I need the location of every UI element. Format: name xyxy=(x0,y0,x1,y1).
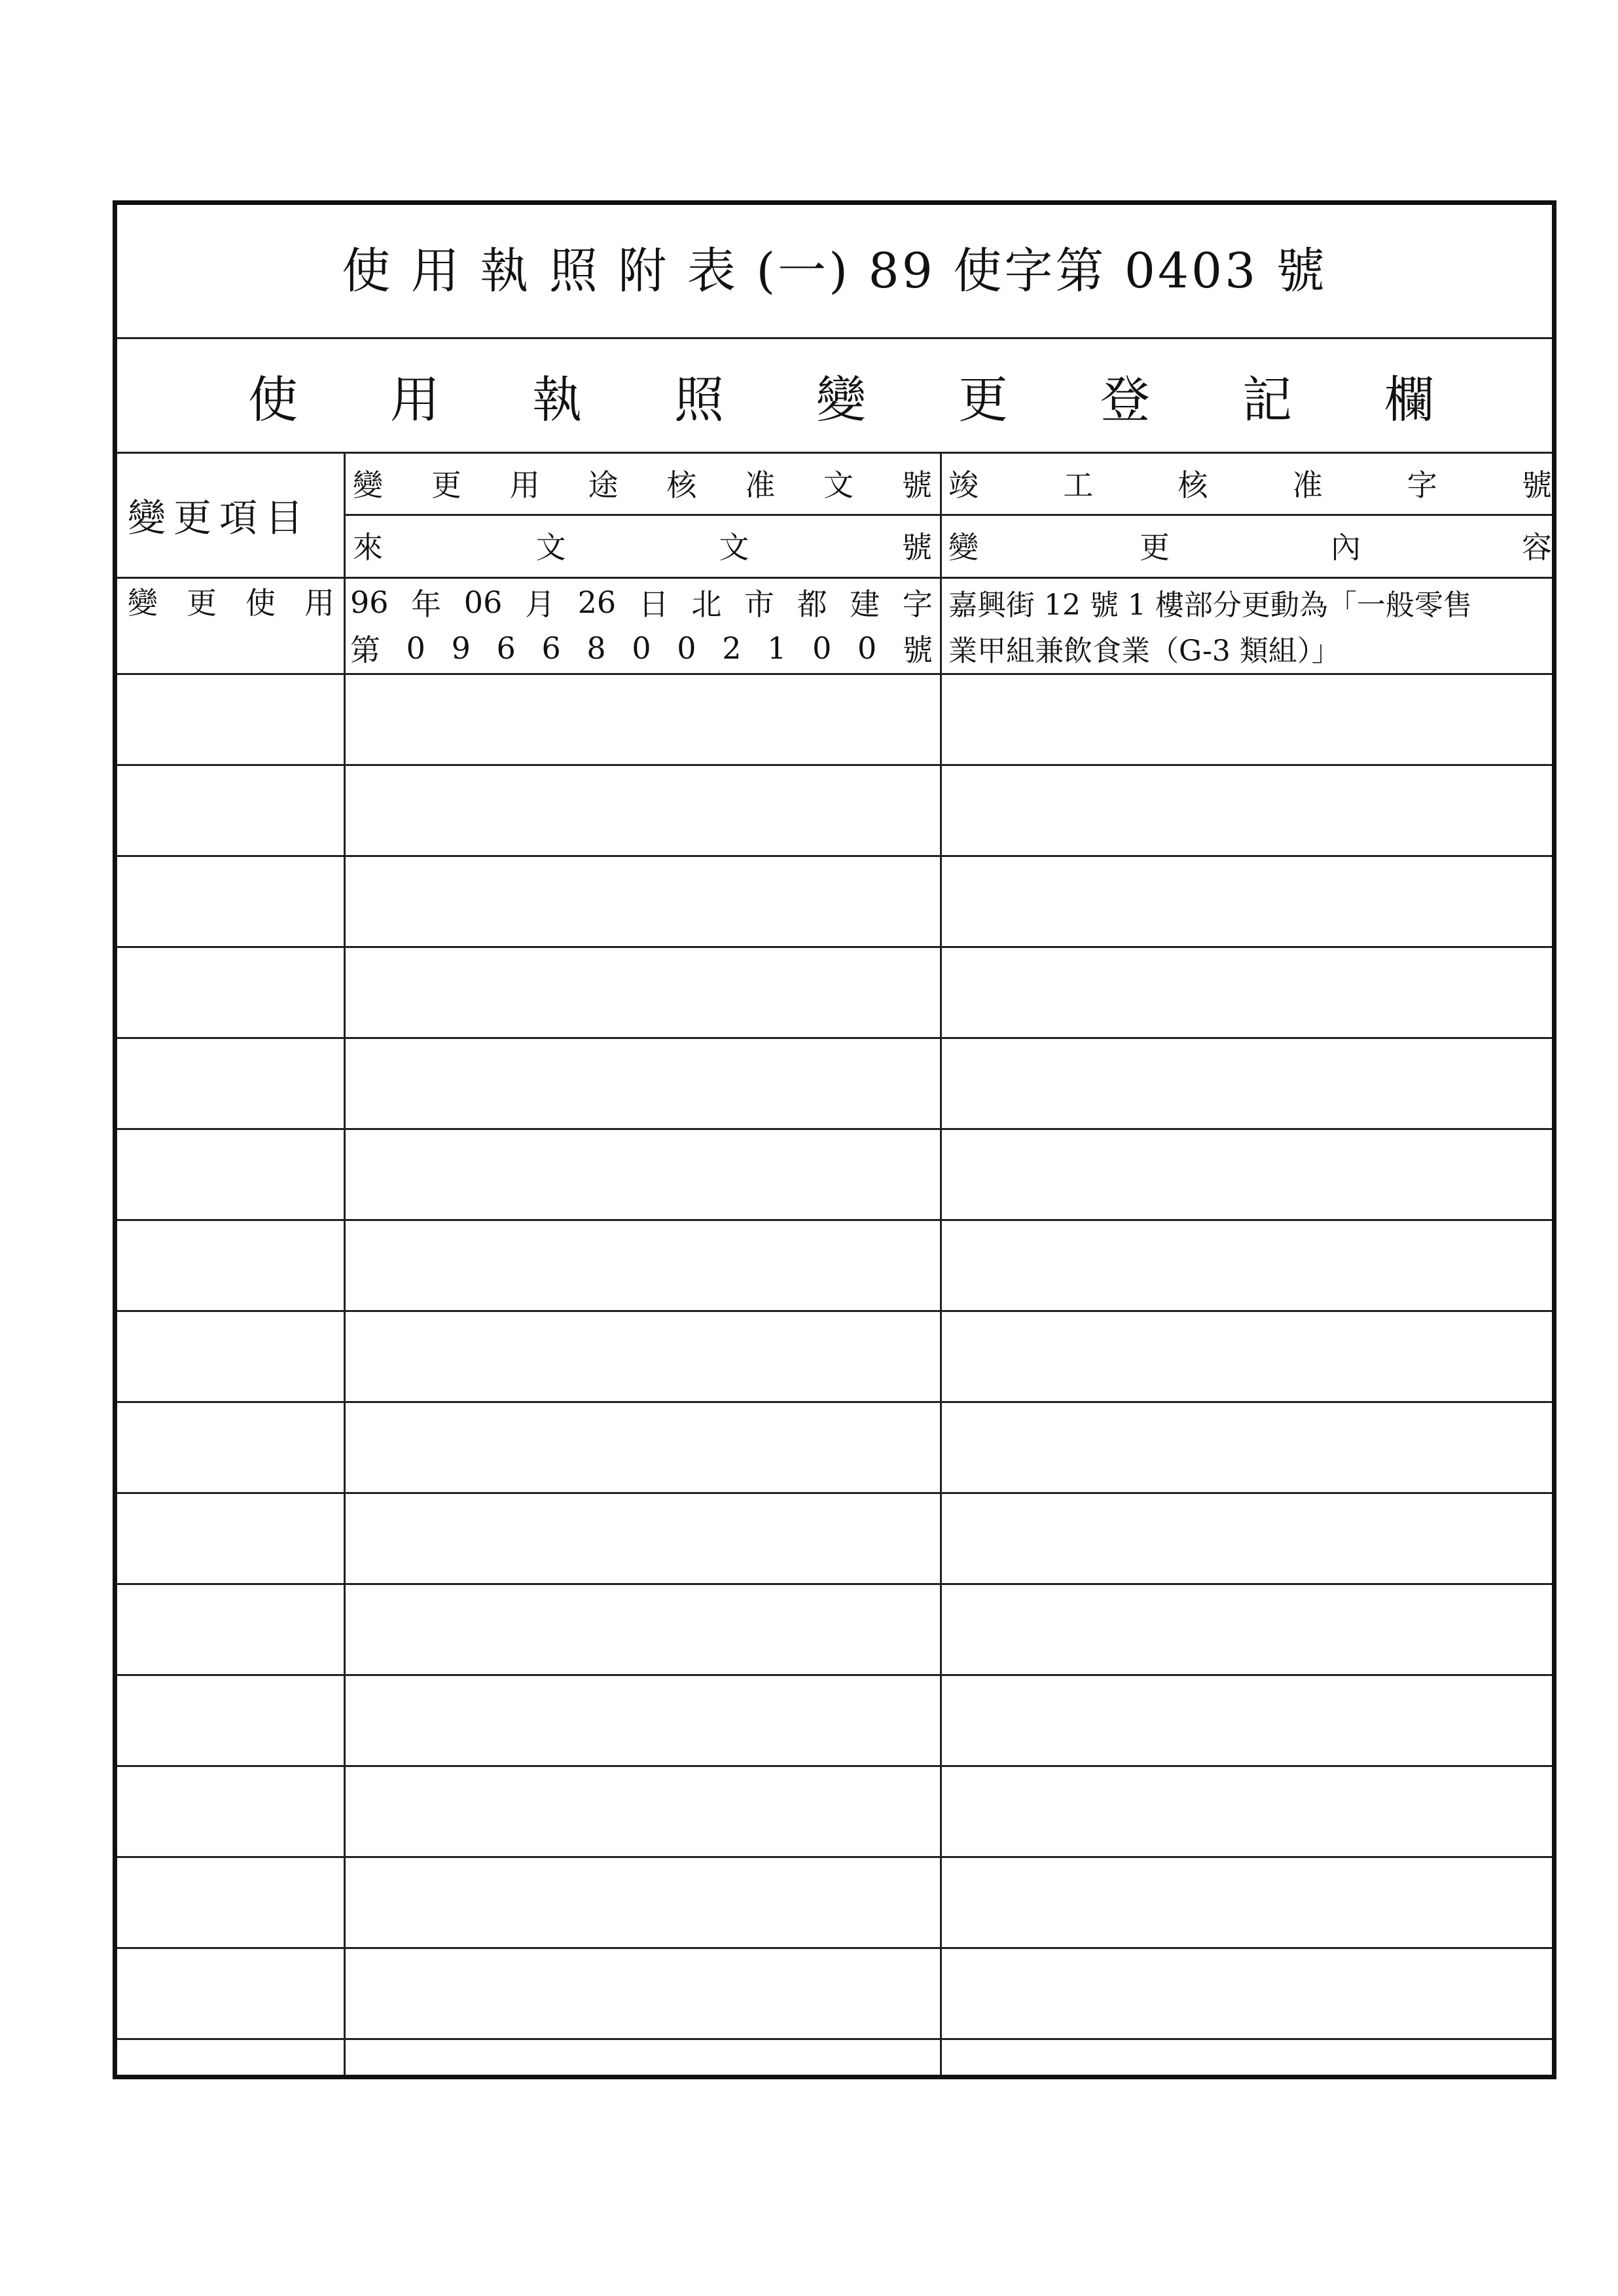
header-incoming-no: 來 文 文 號 xyxy=(353,530,932,565)
row-content-line1: 嘉興街 12 號 1 樓部分更動為「一般零售 xyxy=(948,589,1472,622)
row-divider xyxy=(117,1674,1552,1676)
license-table xyxy=(113,200,1556,2079)
row-divider xyxy=(117,1765,1552,1767)
row-doc-line2: 第 0 9 6 6 8 0 0 2 1 0 0 號 xyxy=(350,630,933,668)
row-divider xyxy=(117,1492,1552,1494)
row-divider xyxy=(117,764,1552,766)
header-completion-no: 竣 工 核 准 字 號 xyxy=(948,467,1552,503)
row-divider xyxy=(117,946,1552,948)
row-divider xyxy=(117,1583,1552,1585)
header-change-content: 變 更 內 容 xyxy=(948,530,1552,565)
row-divider xyxy=(117,1128,1552,1130)
row-divider xyxy=(117,1401,1552,1403)
row-divider xyxy=(117,1037,1552,1039)
row-divider xyxy=(117,1856,1552,1858)
row-doc-line1: 96 年 06 月 26 日 北 市 都 建 字 xyxy=(350,585,933,622)
row-divider xyxy=(117,1310,1552,1312)
divider xyxy=(117,673,1552,675)
row-item: 變 更 使 用 xyxy=(128,585,334,621)
header-change-item xyxy=(128,454,334,575)
section-title: 使 用 執 照 變 更 登 記 欄 xyxy=(248,370,1434,429)
row-divider xyxy=(117,855,1552,857)
row-divider xyxy=(117,1219,1552,1221)
form-title: 使 用 執 照 附 表 (一) 89 使字第 0403 號 xyxy=(342,243,1327,299)
row-divider xyxy=(117,2038,1552,2040)
header-change-item-label: 變更項目 xyxy=(128,496,312,540)
row-divider xyxy=(117,1947,1552,1949)
column-divider xyxy=(344,452,346,2075)
divider xyxy=(117,577,1552,579)
header-approval-no: 變 更 用 途 核 准 文 號 xyxy=(353,467,932,503)
row-content-line2: 業甲組兼飲食業（G-3 類組）」 xyxy=(948,634,1340,668)
column-divider xyxy=(940,452,942,2075)
